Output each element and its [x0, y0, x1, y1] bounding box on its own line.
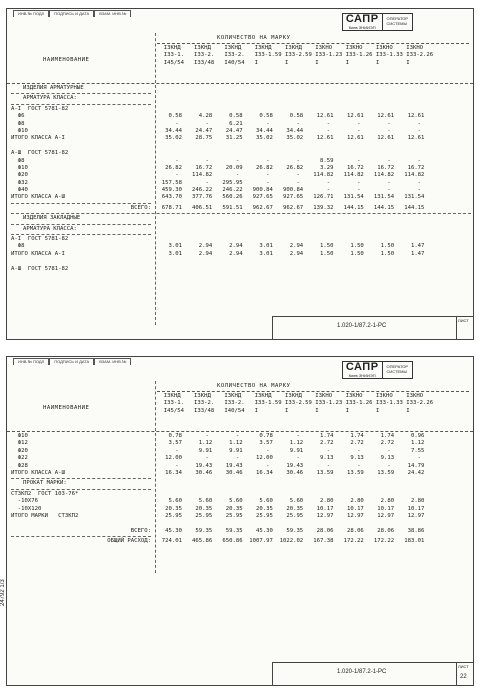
row-label: Ф20 — [11, 172, 28, 179]
table-header — [7, 381, 473, 432]
title-block — [272, 662, 473, 685]
column-name-header: НАИМЕНОВАНИЕ — [43, 57, 90, 63]
table-row — [7, 455, 473, 462]
spec-table-2 — [7, 381, 473, 545]
row-label: Ф10 — [11, 433, 28, 439]
quantity-header: КОЛИЧЕСТВО НА МАРКУ — [217, 383, 291, 389]
table-row — [7, 158, 473, 165]
table-row — [7, 215, 473, 222]
row-label: Ф10 — [11, 127, 28, 134]
row-values: - - - - - 8.59 - - - — [155, 157, 422, 164]
row-values: 0.58 4.28 0.58 0.58 0.58 12.61 12.61 12.61 12.61 — [155, 113, 425, 120]
row-values: 34.44 24.47 24.47 34.44 34.44 - - - - — [155, 127, 422, 134]
spec-table-1 — [7, 33, 473, 272]
row-values: - 114.82 - - - 114.82 114.82 114.82 114.82 — [155, 172, 425, 179]
row-values: 0.78 - - 0.78 - 1.74 1.74 1.74 0.96 — [155, 433, 425, 439]
sapr-logo: САПР — [345, 361, 379, 373]
row-values: 25.95 25.95 25.95 25.95 25.95 12.97 12.97 12.97 12.97 — [155, 512, 425, 519]
row-label: Ф40 — [11, 187, 28, 194]
strip-cell: ВЗАМ. ИНВ.№ — [94, 10, 131, 17]
sapr-stamp — [342, 13, 413, 31]
systems-label: СИСТЕМЫ — [386, 21, 408, 26]
document-code: 1.020-1/87.2-1-РС — [337, 323, 387, 329]
mark-codes: I3КНД I3КНД I3КНД I3КНД I3КНД I3КНО I3КНО I3КНО I3КНО I33-1. I33-2. I33-2. I33-1.59 I33-2.59 I33-1.23 I33-1.26 I33-1.33 I33-2.26 I45/54 I33/48 I40/54 I I I I I I — [157, 45, 434, 66]
drawing-sheet-1 — [6, 8, 474, 340]
separator-line — [11, 203, 151, 204]
table-row — [7, 95, 473, 102]
row-label: А-I ГОСТ 5781-82 — [11, 105, 69, 112]
row-label: ИТОГО КЛАССА А-Ш — [11, 194, 65, 201]
row-values: 724.01 465.86 650.86 1007.97 1022.02 167.38 172.22 172.22 183.01 — [155, 538, 425, 545]
table-row — [7, 538, 473, 545]
column-name-header: НАИМЕНОВАНИЕ — [43, 405, 90, 411]
table-row — [7, 85, 473, 92]
row-label: СТ3КП2 ГОСТ 103-76* — [11, 490, 79, 497]
row-values: 16.34 30.46 30.46 16.34 30.46 13.59 13.59 13.59 24.42 — [155, 469, 425, 476]
quantity-header: КОЛИЧЕСТВО НА МАРКУ — [217, 35, 291, 41]
row-values: 12.00 - - 12.00 - 9.13 9.13 9.13 - — [155, 455, 422, 462]
row-label: ПРОКАТ МАРКИ: — [23, 480, 67, 487]
row-label: Ф32 — [11, 179, 28, 186]
separator-line — [11, 213, 471, 214]
table-row — [7, 266, 473, 273]
table-row — [7, 205, 473, 212]
table-row — [7, 433, 473, 440]
row-label: ВСЕГО: — [130, 527, 151, 534]
row-values: 678.71 406.51 591.51 962.67 962.67 139.32 144.15 144.15 144.15 — [155, 204, 425, 211]
table-row — [7, 480, 473, 487]
table-row — [7, 113, 473, 120]
strip-cell: ВЗАМ. ИНВ.№ — [94, 358, 131, 365]
row-values: - 19.43 19.43 - 19.43 - - - 14.79 — [155, 462, 425, 469]
table-row — [7, 226, 473, 233]
systems-label: СИСТЕМЫ — [386, 369, 408, 374]
top-strip — [13, 10, 131, 17]
strip-cell: ПОДПИСЬ И ДАТА — [49, 10, 94, 17]
row-label: ВСЕГО: — [130, 204, 151, 211]
table-row — [7, 520, 473, 527]
row-label: ИТОГО МАРКИ СТ3КП2 — [11, 512, 79, 519]
row-label: Ф8 — [11, 120, 25, 127]
row-label: Ф6 — [11, 113, 25, 120]
sapr-logo: САПР — [345, 13, 379, 25]
table-row — [7, 448, 473, 455]
row-label: АРМАТУРА КЛАССА: — [23, 95, 77, 102]
sapr-subtitle: Киев ЗНИИЭП — [348, 25, 376, 30]
table-row — [7, 258, 473, 265]
row-label: Ф8 — [11, 243, 25, 250]
strip-cell: ИНВ.№ ПОДЛ — [13, 358, 49, 365]
row-values: - - 6.21 - - - - - - — [155, 120, 422, 127]
drawing-sheet-2 — [6, 356, 474, 686]
row-values: 3.01 2.94 2.94 3.01 2.94 1.50 1.50 1.50 1.47 — [155, 250, 425, 257]
row-label: ИЗДЕЛИЯ АРМАТУРНЫЕ — [23, 85, 84, 91]
table-row — [7, 491, 473, 498]
table-row — [7, 143, 473, 150]
mark-codes: I3КНД I3КНД I3КНД I3КНД I3КНД I3КНО I3КНО I3КНО I3КНО I33-1. I33-2. I33-2. I33-1.59 I33-2.59 I33-1.23 I33-1.26 I33-1.33 I33-2.26 I45/54 I33/48 I40/54 I I I I I I — [157, 393, 434, 414]
table-row — [7, 187, 473, 194]
table-row — [7, 506, 473, 513]
row-label: А-I ГОСТ 5781-82 — [11, 236, 69, 243]
row-values: 45.30 59.35 59.35 45.30 59.35 28.06 28.06 28.06 38.86 — [155, 527, 425, 534]
row-values: 26.82 16.72 20.09 26.82 26.82 3.29 16.72 16.72 16.72 — [155, 164, 425, 171]
row-label: Ф8 — [11, 157, 25, 164]
separator-line — [11, 489, 151, 490]
table-row — [7, 165, 473, 172]
table-body — [7, 433, 473, 545]
top-strip — [13, 358, 131, 365]
row-values: - 9.91 9.91 - 9.91 - - - 7.55 — [155, 447, 425, 454]
row-label: А-Ш ГОСТ 5781-82 — [11, 265, 69, 272]
separator-line — [11, 234, 151, 235]
row-label: ОБЩИЙ РАСХОД: — [107, 538, 151, 545]
table-row — [7, 194, 473, 201]
sapr-stamp — [342, 361, 413, 379]
table-row — [7, 513, 473, 520]
row-values: 459.30 246.22 246.22 900.84 900.84 - - - - — [155, 187, 422, 194]
operator-label: ОПЕРАТОР — [386, 364, 408, 369]
table-row — [7, 172, 473, 179]
row-label: ИТОГО КЛАССА А-Ш — [11, 469, 65, 476]
table-body — [7, 85, 473, 273]
row-label: -10Х76 — [11, 498, 38, 505]
row-values: 35.02 28.75 31.25 35.02 35.02 12.61 12.61 12.61 12.61 — [155, 135, 425, 142]
row-values: 20.35 20.35 20.35 20.35 20.35 10.17 10.17 10.17 10.17 — [155, 505, 425, 512]
row-label: -10Х120 — [11, 505, 42, 512]
separator-line — [11, 224, 151, 225]
row-values: 643.70 377.76 560.26 927.65 927.65 126.71 131.54 131.54 131.54 — [155, 194, 425, 201]
table-row — [7, 470, 473, 477]
table-row — [7, 180, 473, 187]
table-row — [7, 128, 473, 135]
row-label: ИТОГО КЛАССА А-I — [11, 250, 65, 257]
table-row — [7, 236, 473, 243]
separator-line — [11, 104, 151, 105]
table-row — [7, 528, 473, 535]
row-label: Ф22 — [11, 455, 28, 462]
row-label: Ф10 — [11, 164, 28, 171]
sheet-number: 22 — [460, 674, 467, 680]
table-row — [7, 121, 473, 128]
separator-line — [11, 93, 151, 94]
row-values: 157.58 - 295.95 - - - - - - — [155, 179, 422, 186]
table-row — [7, 440, 473, 447]
document-code: 1.020-1/87.2-1-РС — [337, 669, 387, 675]
sheet-label: ЛИСТ — [458, 664, 469, 669]
separator-line — [11, 536, 151, 537]
row-label: А-Ш ГОСТ 5781-82 — [11, 150, 69, 157]
margin-note: 24792 1/3 — [0, 579, 6, 606]
strip-cell: ПОДПИСЬ И ДАТА — [49, 358, 94, 365]
table-row — [7, 106, 473, 113]
table-row — [7, 135, 473, 142]
row-label: Ф28 — [11, 462, 28, 469]
title-block — [272, 316, 473, 339]
strip-cell: ИНВ.№ ПОДЛ — [13, 10, 49, 17]
row-values: 3.01 2.94 2.94 3.01 2.94 1.50 1.50 1.50 1.47 — [155, 243, 425, 250]
table-row — [7, 498, 473, 505]
row-label: ИЗДЕЛИЯ ЗАКЛАДНЫЕ — [23, 215, 81, 222]
row-values: 3.57 1.12 1.12 3.57 1.12 2.72 2.72 2.72 1.12 — [155, 440, 425, 447]
table-row — [7, 251, 473, 258]
row-label: АРМАТУРА КЛАССА: — [23, 225, 77, 232]
sheet-label: ЛИСТ — [458, 318, 469, 323]
separator-line — [11, 478, 151, 479]
table-row — [7, 243, 473, 250]
row-label: Ф12 — [11, 440, 28, 447]
operator-label: ОПЕРАТОР — [386, 16, 408, 21]
table-header — [7, 33, 473, 84]
row-values: 5.60 5.60 5.60 5.60 5.60 2.80 2.80 2.80 2.80 — [155, 498, 425, 505]
row-label: ИТОГО КЛАССА А-I — [11, 135, 65, 142]
table-row — [7, 463, 473, 470]
table-row — [7, 150, 473, 157]
row-label: Ф20 — [11, 447, 28, 454]
sapr-subtitle: Киев ЗНИИЭП — [348, 373, 376, 378]
